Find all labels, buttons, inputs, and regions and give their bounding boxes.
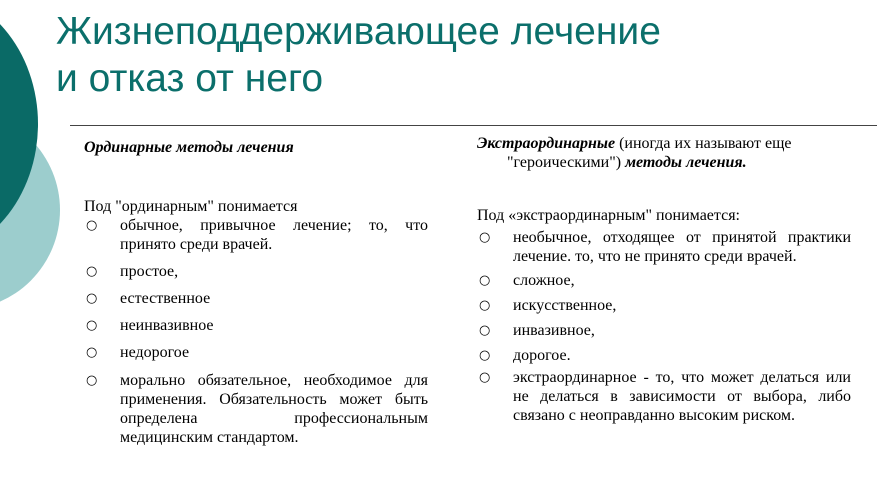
list-item — [477, 271, 851, 290]
slide-title — [56, 8, 661, 102]
list-item-text: экстраординарное - то, что может делаться или не делаться в зависимости от выбора, либо связано с неоправданно высоким риском. — [513, 369, 851, 424]
list-item-text: инвазивное, — [513, 322, 595, 339]
list-item-text: недорогое — [120, 344, 190, 361]
list-item — [84, 316, 428, 335]
list-item — [84, 343, 428, 362]
list-item — [477, 228, 851, 266]
extraordinary-heading-text: (иногда их называют еще — [615, 135, 792, 152]
list-item — [84, 262, 428, 281]
bullet-icon: ○ — [479, 273, 491, 288]
title-line-1: Жизнеподдерживающее лечение — [56, 10, 661, 53]
bullet-icon: ○ — [479, 323, 491, 338]
list-item-text: естественное — [120, 290, 211, 307]
bullet-icon: ○ — [479, 370, 491, 385]
decorative-circles — [0, 0, 60, 486]
list-item — [84, 371, 428, 447]
list-item — [477, 368, 851, 425]
ordinary-methods-column — [84, 138, 428, 447]
list-item — [84, 216, 428, 254]
extraordinary-heading-line-2-bold: методы лечения. — [621, 154, 747, 171]
title-divider — [70, 125, 877, 126]
list-item-text: искусственное, — [513, 297, 617, 314]
extraordinary-list — [477, 228, 851, 425]
list-item-text: обычное, привычное лечение; то, что принято среди врачей. — [120, 217, 428, 253]
extraordinary-methods-column — [477, 134, 851, 425]
list-item-text: неинвазивное — [120, 317, 214, 334]
extraordinary-intro: Под «экстраординарным" понимается: — [477, 207, 740, 224]
bullet-icon: ○ — [479, 230, 491, 245]
bullet-icon: ○ — [86, 291, 98, 306]
list-item-text: дорогое. — [513, 347, 571, 364]
bullet-icon: ○ — [479, 298, 491, 313]
ordinary-intro: Под "ординарным" понимается — [84, 198, 298, 215]
list-item-text: морально обязательное, необходимое для применения. Обязательность может быть определена профессиональным медицинским стандартом. — [120, 372, 428, 446]
ordinary-list — [84, 216, 428, 447]
list-item — [477, 321, 851, 340]
extraordinary-heading — [477, 134, 851, 172]
ordinary-heading: Ординарные методы лечения — [84, 139, 294, 156]
bullet-icon: ○ — [86, 373, 98, 388]
bullet-icon: ○ — [86, 264, 98, 279]
bullet-icon: ○ — [86, 318, 98, 333]
list-item-text: сложное, — [513, 272, 575, 289]
list-item-text: необычное, отходящее от принятой практики лечение. то, что не принято среди врачей. — [513, 229, 851, 265]
extraordinary-heading-line-2 — [477, 153, 851, 172]
bullet-icon: ○ — [479, 348, 491, 363]
list-item-text: простое, — [120, 263, 179, 280]
bullet-icon: ○ — [86, 345, 98, 360]
list-item — [477, 346, 851, 365]
extraordinary-heading-line-2-text: "героическими") — [507, 154, 622, 171]
title-line-2: и отказ от него — [56, 57, 324, 100]
bullet-icon: ○ — [86, 218, 98, 233]
extraordinary-heading-bold: Экстраординарные — [477, 135, 616, 152]
list-item — [477, 296, 851, 315]
list-item — [84, 289, 428, 308]
